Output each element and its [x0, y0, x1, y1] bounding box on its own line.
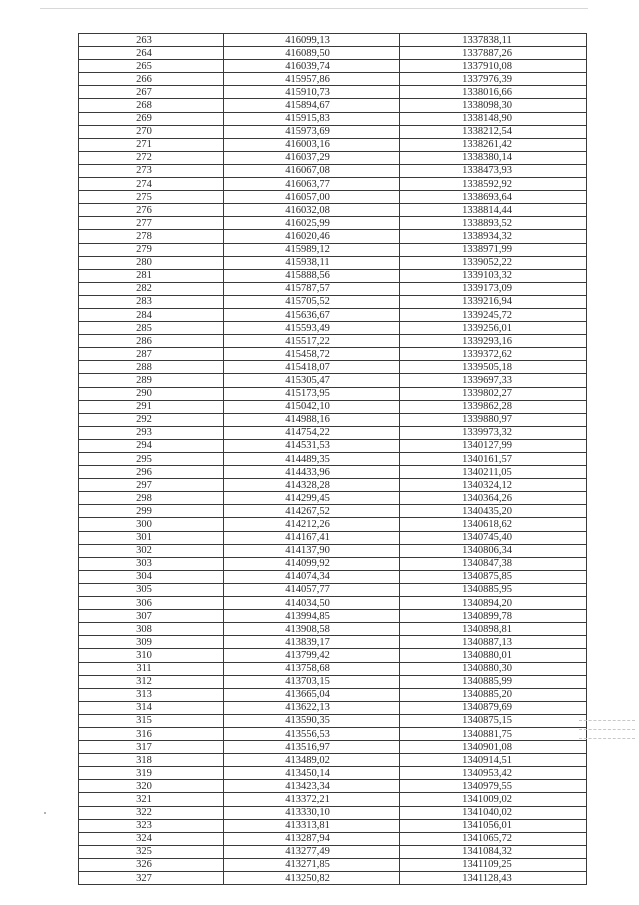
table-row — [79, 701, 587, 714]
point-number-cell: 285 — [79, 322, 224, 335]
x-coordinate-cell: 414433,96 — [224, 466, 400, 479]
y-coordinate-cell: 1338934,32 — [400, 230, 587, 243]
x-coordinate-cell: 416003,16 — [224, 138, 400, 151]
y-coordinate-cell: 1339052,22 — [400, 256, 587, 269]
y-coordinate-cell: 1337887,26 — [400, 47, 587, 60]
point-number-cell: 287 — [79, 348, 224, 361]
point-number-cell: 269 — [79, 112, 224, 125]
point-number-cell: 315 — [79, 714, 224, 727]
table-row — [79, 204, 587, 217]
y-coordinate-cell: 1337910,08 — [400, 60, 587, 73]
point-number-cell: 289 — [79, 374, 224, 387]
point-number-cell: 276 — [79, 204, 224, 217]
x-coordinate-cell: 413250,82 — [224, 872, 400, 885]
y-coordinate-cell: 1340435,20 — [400, 505, 587, 518]
table-row — [79, 453, 587, 466]
table-row — [79, 819, 587, 832]
table-row — [79, 439, 587, 452]
point-number-cell: 320 — [79, 780, 224, 793]
x-coordinate-cell: 413313,81 — [224, 819, 400, 832]
x-coordinate-cell: 413839,17 — [224, 636, 400, 649]
x-coordinate-cell: 415894,67 — [224, 99, 400, 112]
x-coordinate-cell: 415173,95 — [224, 387, 400, 400]
table-row — [79, 348, 587, 361]
table-row — [79, 295, 587, 308]
x-coordinate-cell: 413622,13 — [224, 701, 400, 714]
table-row — [79, 714, 587, 727]
point-number-cell: 310 — [79, 649, 224, 662]
x-coordinate-cell: 416063,77 — [224, 178, 400, 191]
table-row — [79, 845, 587, 858]
y-coordinate-cell: 1340618,62 — [400, 518, 587, 531]
table-row — [79, 780, 587, 793]
point-number-cell: 274 — [79, 178, 224, 191]
x-coordinate-cell: 413703,15 — [224, 675, 400, 688]
x-coordinate-cell: 415973,69 — [224, 125, 400, 138]
y-coordinate-cell: 1339505,18 — [400, 361, 587, 374]
y-coordinate-cell: 1339973,32 — [400, 426, 587, 439]
table-row — [79, 322, 587, 335]
table-row — [79, 727, 587, 740]
y-coordinate-cell: 1340875,85 — [400, 570, 587, 583]
table-row — [79, 387, 587, 400]
point-number-cell: 296 — [79, 466, 224, 479]
table-row — [79, 60, 587, 73]
y-coordinate-cell: 1340979,55 — [400, 780, 587, 793]
y-coordinate-cell: 1337976,39 — [400, 73, 587, 86]
point-number-cell: 308 — [79, 623, 224, 636]
point-number-cell: 279 — [79, 243, 224, 256]
table-row — [79, 806, 587, 819]
table-row — [79, 688, 587, 701]
table-row — [79, 570, 587, 583]
point-number-cell: 267 — [79, 86, 224, 99]
point-number-cell: 290 — [79, 387, 224, 400]
point-number-cell: 317 — [79, 741, 224, 754]
table-row — [79, 662, 587, 675]
point-number-cell: 282 — [79, 282, 224, 295]
x-coordinate-cell: 413994,85 — [224, 610, 400, 623]
point-number-cell: 314 — [79, 701, 224, 714]
point-number-cell: 266 — [79, 73, 224, 86]
table-row — [79, 675, 587, 688]
table-row — [79, 191, 587, 204]
x-coordinate-cell: 416037,29 — [224, 151, 400, 164]
point-number-cell: 293 — [79, 426, 224, 439]
y-coordinate-cell: 1339802,27 — [400, 387, 587, 400]
y-coordinate-cell: 1339372,62 — [400, 348, 587, 361]
x-coordinate-cell: 415705,52 — [224, 295, 400, 308]
x-coordinate-cell: 413908,58 — [224, 623, 400, 636]
point-number-cell: 299 — [79, 505, 224, 518]
x-coordinate-cell: 415593,49 — [224, 322, 400, 335]
table-row — [79, 518, 587, 531]
table-row — [79, 178, 587, 191]
x-coordinate-cell: 415418,07 — [224, 361, 400, 374]
x-coordinate-cell: 416032,08 — [224, 204, 400, 217]
x-coordinate-cell: 415910,73 — [224, 86, 400, 99]
y-coordinate-cell: 1340914,51 — [400, 754, 587, 767]
y-coordinate-cell: 1338473,93 — [400, 164, 587, 177]
y-coordinate-cell: 1340899,78 — [400, 610, 587, 623]
x-coordinate-cell: 413287,94 — [224, 832, 400, 845]
x-coordinate-cell: 413330,10 — [224, 806, 400, 819]
y-coordinate-cell: 1340879,69 — [400, 701, 587, 714]
table-row — [79, 164, 587, 177]
x-coordinate-cell: 414328,28 — [224, 479, 400, 492]
point-number-cell: 295 — [79, 453, 224, 466]
y-coordinate-cell: 1339103,32 — [400, 269, 587, 282]
x-coordinate-cell: 416025,99 — [224, 217, 400, 230]
y-coordinate-cell: 1339862,28 — [400, 400, 587, 413]
x-coordinate-cell: 415458,72 — [224, 348, 400, 361]
x-coordinate-cell: 415957,86 — [224, 73, 400, 86]
x-coordinate-cell: 416089,50 — [224, 47, 400, 60]
point-number-cell: 280 — [79, 256, 224, 269]
margin-dot — [44, 812, 46, 814]
x-coordinate-cell: 414267,52 — [224, 505, 400, 518]
y-coordinate-cell: 1338380,14 — [400, 151, 587, 164]
point-number-cell: 278 — [79, 230, 224, 243]
table-row — [79, 492, 587, 505]
table-row — [79, 610, 587, 623]
table-row — [79, 151, 587, 164]
y-coordinate-cell: 1340806,34 — [400, 544, 587, 557]
y-coordinate-cell: 1341128,43 — [400, 872, 587, 885]
point-number-cell: 319 — [79, 767, 224, 780]
point-number-cell: 272 — [79, 151, 224, 164]
coordinates-table — [78, 33, 587, 885]
point-number-cell: 306 — [79, 597, 224, 610]
x-coordinate-cell: 413758,68 — [224, 662, 400, 675]
x-coordinate-cell: 416067,08 — [224, 164, 400, 177]
y-coordinate-cell: 1339293,16 — [400, 335, 587, 348]
point-number-cell: 321 — [79, 793, 224, 806]
table-row — [79, 413, 587, 426]
point-number-cell: 284 — [79, 308, 224, 321]
table-row — [79, 86, 587, 99]
table-row — [79, 138, 587, 151]
table-row — [79, 230, 587, 243]
point-number-cell: 265 — [79, 60, 224, 73]
table-row — [79, 466, 587, 479]
y-coordinate-cell: 1341056,01 — [400, 819, 587, 832]
table-row — [79, 256, 587, 269]
table-row — [79, 583, 587, 596]
table-row — [79, 217, 587, 230]
table-row — [79, 544, 587, 557]
point-number-cell: 304 — [79, 570, 224, 583]
x-coordinate-cell: 415915,83 — [224, 112, 400, 125]
y-coordinate-cell: 1340324,12 — [400, 479, 587, 492]
x-coordinate-cell: 415989,12 — [224, 243, 400, 256]
point-number-cell: 263 — [79, 34, 224, 47]
y-coordinate-cell: 1338212,54 — [400, 125, 587, 138]
table-row — [79, 243, 587, 256]
y-coordinate-cell: 1340898,81 — [400, 623, 587, 636]
point-number-cell: 300 — [79, 518, 224, 531]
y-coordinate-cell: 1339245,72 — [400, 308, 587, 321]
x-coordinate-cell: 414299,45 — [224, 492, 400, 505]
x-coordinate-cell: 414531,53 — [224, 439, 400, 452]
y-coordinate-cell: 1339256,01 — [400, 322, 587, 335]
coordinates-table-body — [79, 34, 587, 885]
point-number-cell: 298 — [79, 492, 224, 505]
y-coordinate-cell: 1340364,26 — [400, 492, 587, 505]
y-coordinate-cell: 1339697,33 — [400, 374, 587, 387]
x-coordinate-cell: 413450,14 — [224, 767, 400, 780]
table-row — [79, 754, 587, 767]
point-number-cell: 288 — [79, 361, 224, 374]
point-number-cell: 264 — [79, 47, 224, 60]
y-coordinate-cell: 1341065,72 — [400, 832, 587, 845]
point-number-cell: 326 — [79, 858, 224, 871]
x-coordinate-cell: 416099,13 — [224, 34, 400, 47]
x-coordinate-cell: 414034,50 — [224, 597, 400, 610]
table-row — [79, 872, 587, 885]
table-row — [79, 282, 587, 295]
table-row — [79, 793, 587, 806]
point-number-cell: 273 — [79, 164, 224, 177]
y-coordinate-cell: 1341040,02 — [400, 806, 587, 819]
y-coordinate-cell: 1338814,44 — [400, 204, 587, 217]
table-row — [79, 426, 587, 439]
point-number-cell: 271 — [79, 138, 224, 151]
y-coordinate-cell: 1338592,92 — [400, 178, 587, 191]
point-number-cell: 292 — [79, 413, 224, 426]
table-row — [79, 335, 587, 348]
y-coordinate-cell: 1340880,01 — [400, 649, 587, 662]
x-coordinate-cell: 415938,11 — [224, 256, 400, 269]
table-row — [79, 308, 587, 321]
y-coordinate-cell: 1340887,13 — [400, 636, 587, 649]
point-number-cell: 318 — [79, 754, 224, 767]
x-coordinate-cell: 414988,16 — [224, 413, 400, 426]
table-row — [79, 479, 587, 492]
point-number-cell: 327 — [79, 872, 224, 885]
x-coordinate-cell: 415517,22 — [224, 335, 400, 348]
x-coordinate-cell: 414212,26 — [224, 518, 400, 531]
y-coordinate-cell: 1340161,57 — [400, 453, 587, 466]
point-number-cell: 301 — [79, 531, 224, 544]
y-coordinate-cell: 1341084,32 — [400, 845, 587, 858]
x-coordinate-cell: 415787,57 — [224, 282, 400, 295]
point-number-cell: 281 — [79, 269, 224, 282]
point-number-cell: 311 — [79, 662, 224, 675]
table-row — [79, 269, 587, 282]
point-number-cell: 313 — [79, 688, 224, 701]
point-number-cell: 325 — [79, 845, 224, 858]
point-number-cell: 297 — [79, 479, 224, 492]
table-row — [79, 767, 587, 780]
y-coordinate-cell: 1340885,95 — [400, 583, 587, 596]
x-coordinate-cell: 416020,46 — [224, 230, 400, 243]
table-row — [79, 73, 587, 86]
x-coordinate-cell: 416057,00 — [224, 191, 400, 204]
point-number-cell: 291 — [79, 400, 224, 413]
point-number-cell: 302 — [79, 544, 224, 557]
table-row — [79, 636, 587, 649]
point-number-cell: 324 — [79, 832, 224, 845]
table-row — [79, 597, 587, 610]
x-coordinate-cell: 415888,56 — [224, 269, 400, 282]
table-row — [79, 649, 587, 662]
point-number-cell: 286 — [79, 335, 224, 348]
y-coordinate-cell: 1339173,09 — [400, 282, 587, 295]
table-row — [79, 374, 587, 387]
x-coordinate-cell: 415636,67 — [224, 308, 400, 321]
table-row — [79, 741, 587, 754]
point-number-cell: 277 — [79, 217, 224, 230]
y-coordinate-cell: 1340211,05 — [400, 466, 587, 479]
y-coordinate-cell: 1338261,42 — [400, 138, 587, 151]
table-row — [79, 99, 587, 112]
point-number-cell: 307 — [79, 610, 224, 623]
y-coordinate-cell: 1340127,99 — [400, 439, 587, 452]
x-coordinate-cell: 413590,35 — [224, 714, 400, 727]
table-row — [79, 858, 587, 871]
y-coordinate-cell: 1340885,20 — [400, 688, 587, 701]
y-coordinate-cell: 1340953,42 — [400, 767, 587, 780]
x-coordinate-cell: 414167,41 — [224, 531, 400, 544]
faint-stamp-trace — [579, 720, 635, 760]
point-number-cell: 309 — [79, 636, 224, 649]
x-coordinate-cell: 413423,34 — [224, 780, 400, 793]
x-coordinate-cell: 414754,22 — [224, 426, 400, 439]
y-coordinate-cell: 1341009,02 — [400, 793, 587, 806]
table-row — [79, 361, 587, 374]
table-row — [79, 505, 587, 518]
table-row — [79, 125, 587, 138]
y-coordinate-cell: 1339216,94 — [400, 295, 587, 308]
x-coordinate-cell: 414137,90 — [224, 544, 400, 557]
x-coordinate-cell: 413799,42 — [224, 649, 400, 662]
y-coordinate-cell: 1340847,38 — [400, 557, 587, 570]
y-coordinate-cell: 1340894,20 — [400, 597, 587, 610]
point-number-cell: 270 — [79, 125, 224, 138]
x-coordinate-cell: 416039,74 — [224, 60, 400, 73]
y-coordinate-cell: 1340885,99 — [400, 675, 587, 688]
x-coordinate-cell: 414057,77 — [224, 583, 400, 596]
x-coordinate-cell: 413665,04 — [224, 688, 400, 701]
x-coordinate-cell: 415305,47 — [224, 374, 400, 387]
table-row — [79, 34, 587, 47]
y-coordinate-cell: 1338098,30 — [400, 99, 587, 112]
point-number-cell: 316 — [79, 727, 224, 740]
y-coordinate-cell: 1340901,08 — [400, 741, 587, 754]
y-coordinate-cell: 1340881,75 — [400, 727, 587, 740]
y-coordinate-cell: 1338693,64 — [400, 191, 587, 204]
x-coordinate-cell: 414074,34 — [224, 570, 400, 583]
table-row — [79, 531, 587, 544]
point-number-cell: 275 — [79, 191, 224, 204]
table-row — [79, 832, 587, 845]
x-coordinate-cell: 414099,92 — [224, 557, 400, 570]
y-coordinate-cell: 1341109,25 — [400, 858, 587, 871]
table-row — [79, 47, 587, 60]
y-coordinate-cell: 1340880,30 — [400, 662, 587, 675]
y-coordinate-cell: 1340875,15 — [400, 714, 587, 727]
x-coordinate-cell: 413516,97 — [224, 741, 400, 754]
y-coordinate-cell: 1338148,90 — [400, 112, 587, 125]
x-coordinate-cell: 415042,10 — [224, 400, 400, 413]
point-number-cell: 312 — [79, 675, 224, 688]
point-number-cell: 323 — [79, 819, 224, 832]
y-coordinate-cell: 1338893,52 — [400, 217, 587, 230]
x-coordinate-cell: 413556,53 — [224, 727, 400, 740]
top-rule — [40, 8, 588, 9]
x-coordinate-cell: 413489,02 — [224, 754, 400, 767]
y-coordinate-cell: 1340745,40 — [400, 531, 587, 544]
point-number-cell: 303 — [79, 557, 224, 570]
table-row — [79, 623, 587, 636]
point-number-cell: 283 — [79, 295, 224, 308]
table-row — [79, 557, 587, 570]
point-number-cell: 268 — [79, 99, 224, 112]
x-coordinate-cell: 414489,35 — [224, 453, 400, 466]
point-number-cell: 305 — [79, 583, 224, 596]
point-number-cell: 294 — [79, 439, 224, 452]
x-coordinate-cell: 413277,49 — [224, 845, 400, 858]
table-row — [79, 400, 587, 413]
y-coordinate-cell: 1337838,11 — [400, 34, 587, 47]
point-number-cell: 322 — [79, 806, 224, 819]
x-coordinate-cell: 413372,21 — [224, 793, 400, 806]
table-row — [79, 112, 587, 125]
x-coordinate-cell: 413271,85 — [224, 858, 400, 871]
y-coordinate-cell: 1338971,99 — [400, 243, 587, 256]
y-coordinate-cell: 1338016,66 — [400, 86, 587, 99]
y-coordinate-cell: 1339880,97 — [400, 413, 587, 426]
